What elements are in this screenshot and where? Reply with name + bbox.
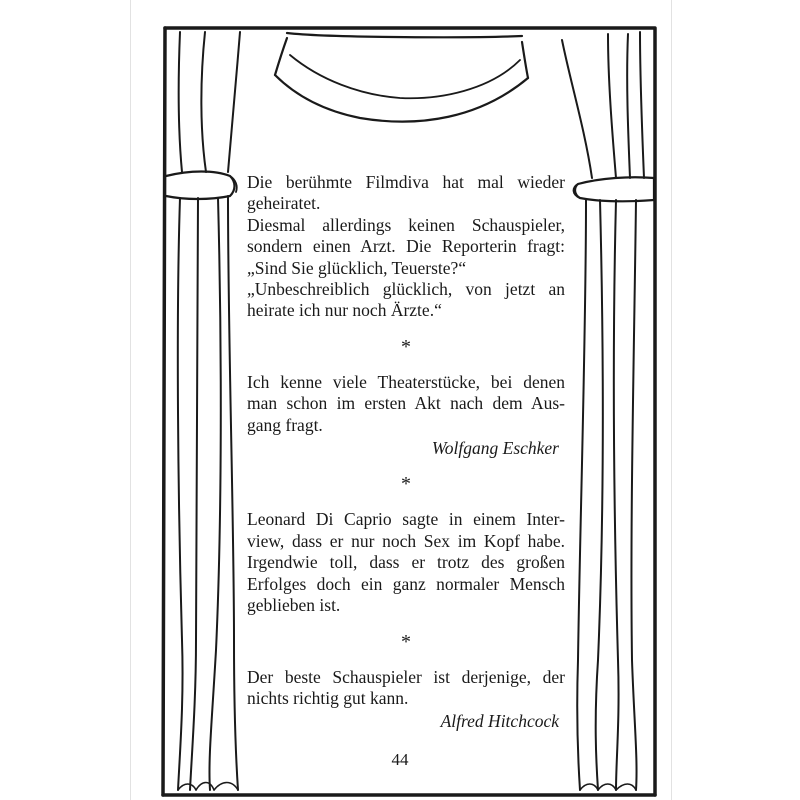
text-line: Erfolges doch ein ganz normaler Mensch <box>247 573 565 594</box>
text-line: geblieben ist. <box>247 595 341 616</box>
text-line: Diesmal allerdings keinen Schauspieler, <box>247 214 565 235</box>
page-number: 44 <box>391 750 409 769</box>
joke-theaterstuecke <box>247 372 565 460</box>
joke-filmdiva <box>247 172 565 322</box>
text-line: Irgendwie toll, dass er trotz des großen <box>247 552 565 573</box>
author-credit: Wolfgang Eschker <box>431 438 559 459</box>
text-line: Die berühmte Filmdiva hat mal wieder <box>247 172 565 192</box>
text-line: gang fragt. <box>247 414 323 435</box>
text-line: heirate ich nur noch Ärzte.“ <box>247 300 442 321</box>
text-line: Ich kenne viele Theaterstücke, bei denen <box>247 371 565 392</box>
author-credit: Alfred Hitchcock <box>440 711 559 732</box>
separator-asterisk: * <box>401 473 411 496</box>
text-line: nichts richtig gut kann. <box>247 687 409 708</box>
text-line: view, dass er nur noch Sex im Kopf habe. <box>247 530 565 551</box>
text-line: „Unbeschreiblich glücklich, von jetzt an <box>247 279 565 300</box>
text-line: geheiratet. <box>247 193 321 214</box>
text-line: sondern einen Arzt. Die Reporterin fragt: <box>247 236 565 257</box>
separator-asterisk: * <box>401 630 411 653</box>
joke-schauspieler <box>247 667 565 733</box>
text-content <box>247 172 565 733</box>
joke-dicaprio <box>247 509 565 616</box>
text-line: man schon im ersten Akt nach dem Aus- <box>247 393 565 414</box>
text-line: Leonard Di Caprio sagte in einem Inter- <box>247 509 565 530</box>
separator-asterisk: * <box>401 335 411 358</box>
text-line: Der beste Schauspieler ist derjenige, der <box>247 666 565 687</box>
text-line: „Sind Sie glücklich, Teuerste?“ <box>247 257 467 278</box>
